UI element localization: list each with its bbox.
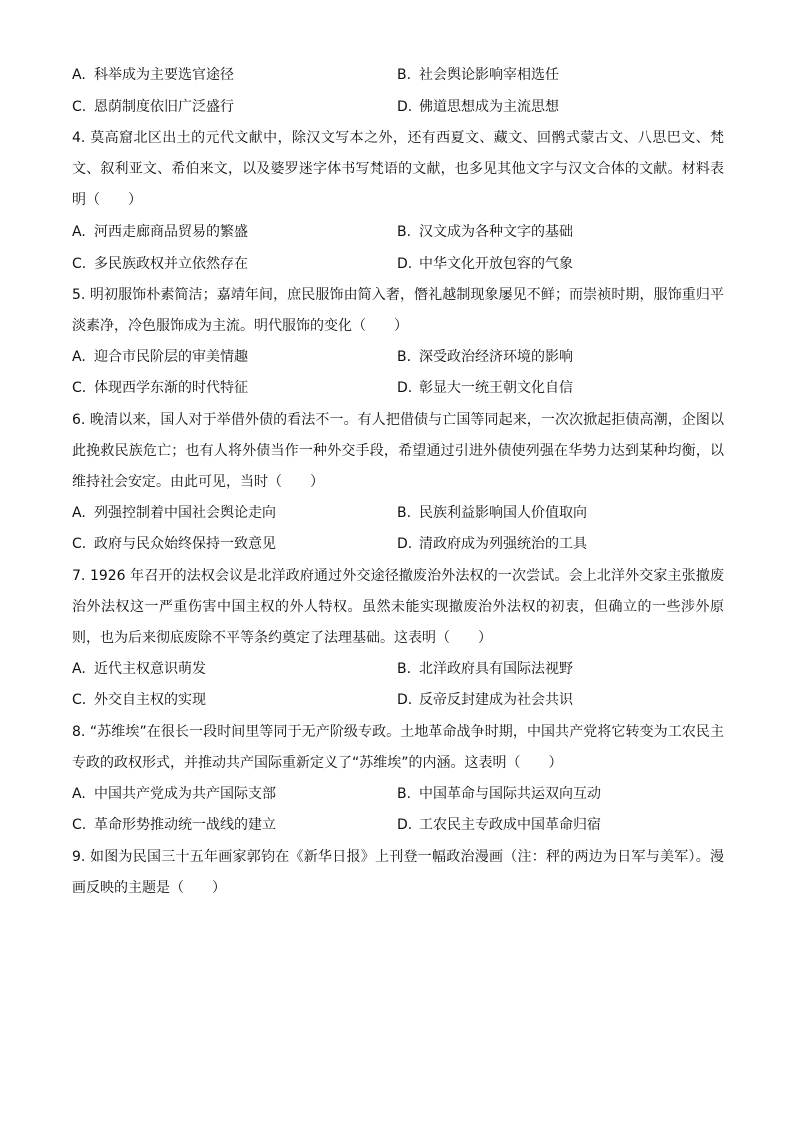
- option-letter: C.: [72, 256, 87, 272]
- option-text: 工农民主专政成中国革命归宿: [419, 817, 601, 833]
- q6-option-a[interactable]: [72, 502, 276, 524]
- q8-option-a[interactable]: [72, 783, 276, 805]
- option-text: 汉文成为各种文字的基础: [419, 224, 573, 240]
- q4-stem: 4. 莫高窟北区出土的元代文献中，除汉文写本之外，还有西夏文、藏文、回鹘式蒙古文、八思巴文、梵文、叙利亚文、希伯来文，以及婆罗迷字体书写梵语的文献，也多见其他文字与汉文合体的文献。材料表明（ ）: [72, 130, 724, 208]
- option-text: 中国革命与国际共运双向互动: [419, 786, 601, 802]
- q6-stem: 6. 晚清以来，国人对于举借外债的看法不一。有人把借债与亡国等同起来，一次次掀起拒债高潮，企图以此挽救民族危亡；也有人将外债当作一种外交手段，希望通过引进外债使列强在华势力达到某种均衡，以维持社会安定。由此可见，当时（ ）: [72, 412, 724, 490]
- q5-option-d[interactable]: [397, 377, 573, 399]
- q5-option-a[interactable]: [72, 346, 248, 368]
- option-text: 民族利益影响国人价值取向: [419, 505, 587, 521]
- option-letter: B.: [397, 661, 412, 677]
- q4-options-row-1: [72, 221, 732, 243]
- q8-stem: 8. “苏维埃”在很长一段时间里等同于无产阶级专政。土地革命战争时期，中国共产党将它转变为工农民主专政的政权形式，并推动共产国际重新定义了“苏维埃”的内涵。这表明（ ）: [72, 724, 724, 771]
- q3-options-row-2: [72, 96, 732, 118]
- option-letter: D.: [397, 692, 413, 708]
- q4-option-c[interactable]: [72, 253, 248, 275]
- q4-option-a[interactable]: [72, 221, 248, 243]
- q7-option-c[interactable]: [72, 689, 206, 711]
- q6-option-c[interactable]: [72, 533, 276, 555]
- q6-option-d[interactable]: [397, 533, 587, 555]
- q3-option-d[interactable]: [397, 96, 559, 118]
- q6-option-b[interactable]: [397, 502, 587, 524]
- option-letter: D.: [397, 99, 413, 115]
- option-text: 反帝反封建成为社会共识: [419, 692, 573, 708]
- option-letter: D.: [397, 256, 413, 272]
- q7-options-row-2: [72, 689, 732, 711]
- q5-option-b[interactable]: [397, 346, 573, 368]
- option-text: 彰显大一统王朝文化自信: [419, 380, 573, 396]
- option-letter: C.: [72, 99, 87, 115]
- option-text: 清政府成为列强统治的工具: [419, 536, 587, 552]
- q3-option-b[interactable]: [397, 64, 559, 86]
- option-text: 列强控制着中国社会舆论走向: [94, 505, 276, 521]
- option-letter: B.: [397, 505, 412, 521]
- option-letter: A.: [72, 67, 86, 83]
- q7-option-d[interactable]: [397, 689, 573, 711]
- q5-options-row-2: [72, 377, 732, 399]
- q7-stem: 7. 1926 年召开的法权会议是北洋政府通过外交途径撤废治外法权的一次尝试。会上北洋外交家主张撤废治外法权这一严重伤害中国主权的外人特权。虽然未能实现撤废治外法权的初衷，但确立的一些涉外原则，也为后来彻底废除不平等条约奠定了法理基础。这表明（ ）: [72, 568, 724, 646]
- option-text: 深受政治经济环境的影响: [419, 349, 573, 365]
- option-text: 政府与民众始终保持一致意见: [94, 536, 276, 552]
- q7-option-b[interactable]: [397, 658, 573, 680]
- q8-options-row-2: [72, 814, 732, 836]
- q8-option-d[interactable]: [397, 814, 601, 836]
- q4-option-b[interactable]: [397, 221, 573, 243]
- option-text: 佛道思想成为主流思想: [419, 99, 559, 115]
- q4-option-d[interactable]: [397, 253, 573, 275]
- option-text: 近代主权意识萌发: [94, 661, 206, 677]
- q6-options-row-1: [72, 502, 732, 524]
- option-letter: D.: [397, 536, 413, 552]
- option-text: 外交自主权的实现: [94, 692, 206, 708]
- option-letter: D.: [397, 380, 413, 396]
- option-text: 社会舆论影响宰相选任: [419, 67, 559, 83]
- option-letter: A.: [72, 661, 86, 677]
- option-letter: C.: [72, 536, 87, 552]
- option-letter: C.: [72, 817, 87, 833]
- option-text: 中国共产党成为共产国际支部: [94, 786, 276, 802]
- option-letter: C.: [72, 692, 87, 708]
- q6-options-row-2: [72, 533, 732, 555]
- option-text: 河西走廊商品贸易的繁盛: [94, 224, 248, 240]
- q8-option-c[interactable]: [72, 814, 276, 836]
- q9-stem: 9. 如图为民国三十五年画家郭钧在《新华日报》上刊登一幅政治漫画（注：秤的两边为日军与美军）。漫画反映的主题是（ ）: [72, 849, 724, 896]
- option-letter: A.: [72, 349, 86, 365]
- option-text: 多民族政权并立依然存在: [94, 256, 248, 272]
- q3-option-a[interactable]: [72, 64, 234, 86]
- option-text: 北洋政府具有国际法视野: [419, 661, 573, 677]
- q3-options-row-1: [72, 64, 732, 86]
- option-text: 革命形势推动统一战线的建立: [94, 817, 276, 833]
- q8-options-row-1: [72, 783, 732, 805]
- option-letter: B.: [397, 786, 412, 802]
- option-letter: B.: [397, 349, 412, 365]
- q7-option-a[interactable]: [72, 658, 206, 680]
- option-letter: C.: [72, 380, 87, 396]
- q3-option-c[interactable]: [72, 96, 234, 118]
- q5-stem: 5. 明初服饰朴素简洁；嘉靖年间，庶民服饰由简入奢，僭礼越制现象屡见不鲜；而崇祯时期，服饰重归平淡素净，冷色服饰成为主流。明代服饰的变化（ ）: [72, 287, 724, 334]
- option-text: 恩荫制度依旧广泛盛行: [94, 99, 234, 115]
- option-text: 迎合市民阶层的审美情趣: [94, 349, 248, 365]
- option-text: 中华文化开放包容的气象: [419, 256, 573, 272]
- option-letter: D.: [397, 817, 413, 833]
- option-text: 体现西学东渐的时代特征: [94, 380, 248, 396]
- q5-options-row-1: [72, 346, 732, 368]
- option-letter: B.: [397, 224, 412, 240]
- option-letter: A.: [72, 505, 86, 521]
- q7-options-row-1: [72, 658, 732, 680]
- q4-options-row-2: [72, 253, 732, 275]
- q5-option-c[interactable]: [72, 377, 248, 399]
- option-letter: B.: [397, 67, 412, 83]
- q8-option-b[interactable]: [397, 783, 601, 805]
- option-text: 科举成为主要选官途径: [94, 67, 234, 83]
- option-letter: A.: [72, 786, 86, 802]
- option-letter: A.: [72, 224, 86, 240]
